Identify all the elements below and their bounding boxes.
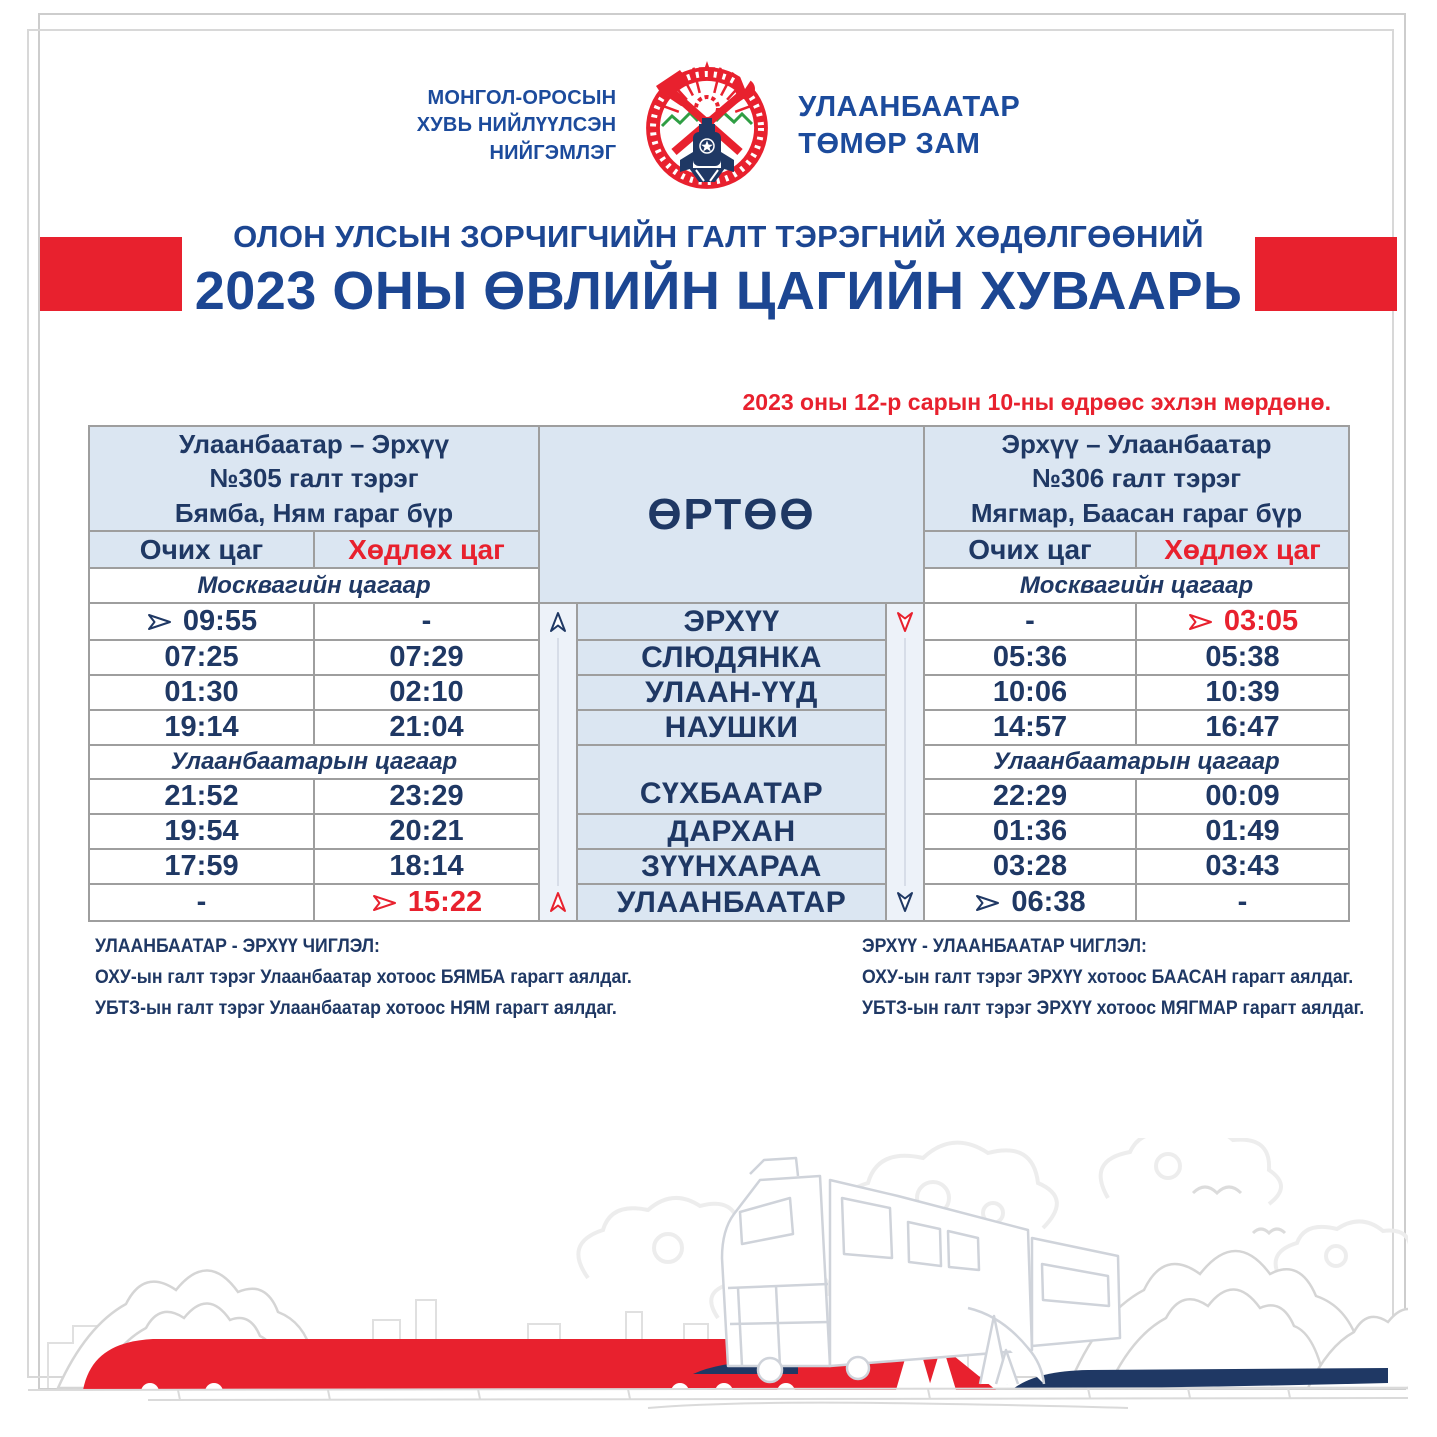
station-cell: УЛААН-ҮҮД — [577, 675, 886, 710]
station-cell: ЗҮҮНХАРАА — [577, 849, 886, 884]
arrive-time-cell: 14:57 — [924, 710, 1136, 745]
footnote-line: ОХУ-ын галт тэрэг ЭРХҮҮ хотоос БААСАН гарагт аялдаг. — [862, 966, 1354, 988]
arrive-time-cell: 09:55 — [89, 603, 314, 640]
dart-right-icon — [371, 894, 397, 912]
depart-time-cell: 15:22 — [314, 884, 539, 921]
org-name-line: НИЙГЭМЛЭГ — [489, 141, 617, 164]
timezone-row-ulaanbaatar: Улаанбаатарын цагаар — [924, 745, 1349, 779]
station-cell: СҮХБААТАР — [577, 745, 886, 814]
decorative-illustration — [28, 1138, 1408, 1413]
org-name — [417, 85, 617, 168]
direction-line — [557, 638, 559, 886]
arrive-time-cell: 21:52 — [89, 779, 314, 814]
route-name: Эрхүү – Улаанбаатар — [1001, 429, 1272, 460]
depart-time-cell: 05:38 — [1136, 640, 1349, 675]
arrive-time-cell: - — [924, 603, 1136, 640]
depart-col-header: Хөдлөх цаг — [314, 531, 539, 568]
org-name-line: МОНГОЛ-ОРОСЫН — [427, 86, 617, 109]
dart-up-icon — [548, 611, 568, 633]
station-cell: НАУШКИ — [577, 710, 886, 745]
footnote-line: ОХУ-ын галт тэрэг Улаанбаатар хотоос БЯМБА гарагт аялдаг. — [95, 966, 632, 988]
arrive-time-cell: 03:28 — [924, 849, 1136, 884]
direction-line — [904, 638, 906, 886]
dart-right-icon — [974, 894, 1000, 912]
footnote-right — [862, 932, 1364, 1024]
dart-right-icon — [146, 613, 172, 631]
train-number: №306 галт тэрэг — [1031, 463, 1242, 494]
dart-down-icon — [895, 611, 915, 633]
route-name: Улаанбаатар – Эрхүү — [178, 429, 450, 460]
train-number: №305 галт тэрэг — [209, 463, 419, 494]
arrive-time-cell: 22:29 — [924, 779, 1136, 814]
footnote-line: УБТЗ-ын галт тэрэг ЭРХҮҮ хотоос МЯГМАР гарагт аялдаг. — [862, 997, 1365, 1019]
arrive-time-cell: 17:59 — [89, 849, 314, 884]
depart-time-cell: 21:04 — [314, 710, 539, 745]
arrive-col-header: Очих цаг — [89, 531, 314, 568]
depart-time-cell: 10:39 — [1136, 675, 1349, 710]
arrive-time-cell: 01:30 — [89, 675, 314, 710]
timezone-row-moscow: Москвагийн цагаар — [924, 568, 1349, 603]
depart-time-cell: 03:43 — [1136, 849, 1349, 884]
depart-time-cell: - — [314, 603, 539, 640]
header — [0, 56, 1437, 196]
timezone-row-ulaanbaatar: Улаанбаатарын цагаар — [89, 745, 539, 779]
station-col-header: ӨРТӨӨ — [539, 426, 924, 603]
title-line1: ОЛОН УЛСЫН ЗОРЧИГЧИЙН ГАЛТ ТЭРЭГНИЙ ХӨДӨЛГӨӨНИЙ — [233, 219, 1204, 254]
dart-up-icon — [548, 891, 568, 913]
depart-time-cell: 02:10 — [314, 675, 539, 710]
title-block — [0, 219, 1437, 322]
service-days: Бямба, Ням гараг бүр — [174, 497, 454, 528]
station-cell: ДАРХАН — [577, 814, 886, 849]
depart-time-cell: 18:14 — [314, 849, 539, 884]
depart-col-header: Хөдлөх цаг — [1136, 531, 1349, 568]
depart-time-cell: 20:21 — [314, 814, 539, 849]
depart-time-cell: 16:47 — [1136, 710, 1349, 745]
direction-strip-right — [886, 603, 924, 921]
depart-time-cell: 03:05 — [1136, 603, 1349, 640]
org-name-line: ХУВЬ НИЙЛҮҮЛСЭН — [416, 114, 617, 137]
arrive-time-cell: 19:14 — [89, 710, 314, 745]
depart-time-cell: 01:49 — [1136, 814, 1349, 849]
station-cell: СЛЮДЯНКА — [577, 640, 886, 675]
brand-name — [798, 89, 1020, 163]
station-cell: ЭРХҮҮ — [577, 603, 886, 640]
arrive-col-header: Очих цаг — [924, 531, 1136, 568]
footnote-line: УБТЗ-ын галт тэрэг Улаанбаатар хотоос НЯМ гарагт аялдаг. — [95, 997, 617, 1019]
depart-time-cell: 23:29 — [314, 779, 539, 814]
depart-time-cell: 07:29 — [314, 640, 539, 675]
footnote-title: ЭРХҮҮ - УЛААНБААТАР ЧИГЛЭЛ: — [862, 936, 1147, 957]
depart-time-cell: - — [1136, 884, 1349, 921]
brand-name-line: ТӨМӨР ЗАМ — [798, 128, 981, 160]
arrive-time-cell: 05:36 — [924, 640, 1136, 675]
arrive-time-cell: - — [89, 884, 314, 921]
depart-time-cell: 00:09 — [1136, 779, 1349, 814]
timezone-row-moscow: Москвагийн цагаар — [89, 568, 539, 603]
route-header-left — [89, 426, 539, 531]
effective-date-notice: 2023 оны 12-р сарын 10-ны өдрөөс эхлэн мөрдөнө. — [742, 389, 1331, 415]
direction-strip-left — [539, 603, 577, 921]
station-cell: УЛААНБААТАР — [577, 884, 886, 921]
brand-name-line: УЛААНБААТАР — [798, 90, 1021, 123]
arrive-time-cell: 01:36 — [924, 814, 1136, 849]
arrive-time-cell: 07:25 — [89, 640, 314, 675]
arrive-time-cell: 10:06 — [924, 675, 1136, 710]
title-line2: 2023 ОНЫ ӨВЛИЙН ЦАГИЙН ХУВААРЬ — [194, 261, 1243, 321]
arrive-time-cell: 06:38 — [924, 884, 1136, 921]
timetable — [88, 425, 1350, 922]
route-header-right — [924, 426, 1349, 531]
arrive-time-cell: 19:54 — [89, 814, 314, 849]
dart-right-icon — [1187, 613, 1213, 631]
mongolian-railway-emblem-icon — [642, 56, 772, 196]
dart-down-icon — [895, 891, 915, 913]
footnote-left — [95, 932, 632, 1024]
service-days: Мягмар, Баасан гараг бүр — [970, 497, 1303, 528]
footnote-title: УЛААНБААТАР - ЭРХҮҮ ЧИГЛЭЛ: — [95, 936, 380, 957]
